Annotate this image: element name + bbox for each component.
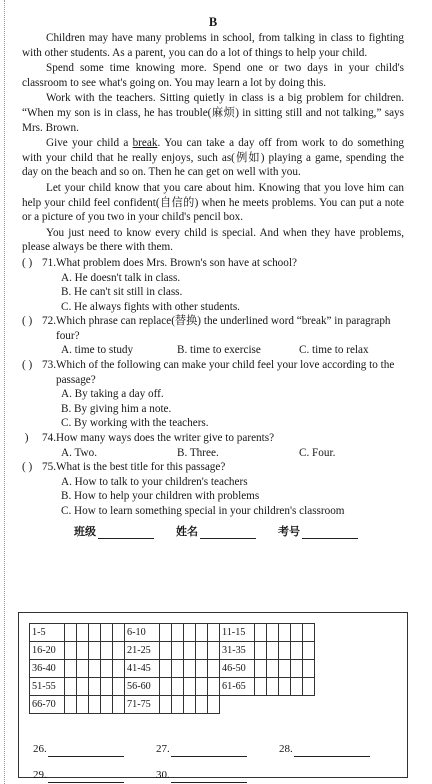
empty-cell xyxy=(267,696,279,714)
answer-grid-row xyxy=(30,678,315,696)
option-c: C. time to relax xyxy=(299,344,369,357)
answer-cell[interactable] xyxy=(279,624,291,642)
answer-cell[interactable] xyxy=(267,642,279,660)
blank-29 xyxy=(33,768,156,783)
answer-cell[interactable] xyxy=(208,696,220,714)
answer-cell[interactable] xyxy=(208,678,220,696)
paragraph-4-rest: . You can take a day off from work to do something with your child that he really enjoys, such as(例如) playing a game, spending the day on the beach and so on. Then he can get on well with you. xyxy=(22,137,405,179)
answer-range-label: 6-10 xyxy=(125,624,160,642)
reading-passage xyxy=(22,31,404,255)
student-info-bar xyxy=(74,525,404,540)
answer-cell[interactable] xyxy=(196,660,208,678)
answer-range-label: 66-70 xyxy=(30,696,65,714)
question-75 xyxy=(22,460,404,518)
answer-grid-row xyxy=(30,642,315,660)
answer-cell[interactable] xyxy=(291,660,303,678)
option-b: B. He can't sit still in class. xyxy=(61,286,183,299)
blank-26 xyxy=(33,742,156,757)
answer-cell[interactable] xyxy=(65,696,77,714)
answer-cell[interactable] xyxy=(291,678,303,696)
blank-line[interactable] xyxy=(48,771,124,783)
option-a: A. He doesn't talk in class. xyxy=(61,271,181,284)
option-a: A. How to talk to your children's teachers xyxy=(61,475,248,488)
option-c: C. By working with the teachers. xyxy=(61,417,209,430)
answer-cell[interactable] xyxy=(77,678,89,696)
question-number: 72. xyxy=(42,315,56,328)
exam-page xyxy=(22,14,404,539)
question-stem: Which of the following can make your child feel your love according to the passage? xyxy=(55,359,395,386)
paragraph-1: Children may have many problems in school, from talking in class to fighting with other students. As a parent, you can do a lot of things to help your child. xyxy=(22,32,404,59)
answer-cell[interactable] xyxy=(184,624,196,642)
empty-cell xyxy=(220,696,255,714)
paragraph-4 xyxy=(22,136,404,180)
answer-range-label: 1-5 xyxy=(30,624,65,642)
answer-cell[interactable] xyxy=(279,678,291,696)
underlined-word-break: break xyxy=(132,137,158,150)
answer-range-label: 11-15 xyxy=(220,624,255,642)
answer-cell[interactable] xyxy=(303,660,315,678)
answer-cell[interactable] xyxy=(267,660,279,678)
option-c: C. How to learn something special in your children's classroom xyxy=(61,505,345,517)
number-field xyxy=(278,525,358,540)
question-73 xyxy=(22,358,404,431)
question-number: 71. xyxy=(42,256,56,269)
answer-range-label: 46-50 xyxy=(220,660,255,678)
answer-cell[interactable] xyxy=(172,642,184,660)
name-field xyxy=(176,525,256,540)
answer-cell[interactable] xyxy=(267,678,279,696)
question-stem: How many ways does the writer give to parents? xyxy=(55,432,275,445)
answer-cell[interactable] xyxy=(196,678,208,696)
option-row xyxy=(22,343,404,358)
answer-cell[interactable] xyxy=(208,660,220,678)
number-input-line[interactable] xyxy=(302,527,358,539)
answer-grid xyxy=(29,623,315,714)
option-c: C. He always fights with other students. xyxy=(61,300,240,313)
answer-bracket[interactable]: ( ) xyxy=(22,359,33,372)
blank-number: 29. xyxy=(33,769,47,782)
answer-cell[interactable] xyxy=(208,624,220,642)
empty-cell xyxy=(279,696,291,714)
empty-cell xyxy=(291,696,303,714)
class-input-line[interactable] xyxy=(98,527,154,539)
class-field xyxy=(74,525,154,540)
answer-cell[interactable] xyxy=(184,642,196,660)
option-c: C. Four. xyxy=(299,446,336,459)
option-a: A. time to study xyxy=(61,344,134,357)
answer-cell[interactable] xyxy=(303,642,315,660)
answer-cell[interactable] xyxy=(291,624,303,642)
option-b: B. Three. xyxy=(177,446,219,459)
answer-cell[interactable] xyxy=(255,642,267,660)
blank-number: 26. xyxy=(33,743,47,756)
answer-cell[interactable] xyxy=(279,660,291,678)
answer-range-label: 56-60 xyxy=(125,678,160,696)
answer-cell[interactable] xyxy=(113,678,125,696)
answer-cell[interactable] xyxy=(113,624,125,642)
question-74 xyxy=(22,431,404,460)
answer-cell[interactable] xyxy=(172,696,184,714)
answer-cell[interactable] xyxy=(267,624,279,642)
answer-cell[interactable] xyxy=(303,624,315,642)
answer-cell[interactable] xyxy=(303,678,315,696)
answer-range-label: 36-40 xyxy=(30,660,65,678)
blank-number: 30. xyxy=(156,769,170,782)
answer-cell[interactable] xyxy=(89,624,101,642)
answer-cell[interactable] xyxy=(89,660,101,678)
answer-range-label: 61-65 xyxy=(220,678,255,696)
option-b: B. By giving him a note. xyxy=(61,402,172,415)
answer-bracket[interactable]: ) xyxy=(22,432,29,445)
answer-cell[interactable] xyxy=(172,678,184,696)
question-stem: What problem does Mrs. Brown's son have at school? xyxy=(55,256,297,269)
section-title: B xyxy=(208,15,218,29)
answer-cell[interactable] xyxy=(101,660,113,678)
question-71 xyxy=(22,256,404,314)
paragraph-5: Let your child know that you care about him. Knowing that you love him can help your child feel confident(自信的) when he meets problems. You can put a note or a picture of you two in your child's pencil box. xyxy=(22,181,404,224)
question-list xyxy=(22,256,404,519)
blank-27 xyxy=(156,742,279,757)
answer-cell[interactable] xyxy=(113,660,125,678)
answer-cell[interactable] xyxy=(101,696,113,714)
blank-line[interactable] xyxy=(48,745,124,757)
answer-cell[interactable] xyxy=(172,624,184,642)
class-label: 班级 xyxy=(74,524,96,538)
name-label: 姓名 xyxy=(176,524,198,538)
answer-range-label: 51-55 xyxy=(30,678,65,696)
answer-cell[interactable] xyxy=(196,642,208,660)
answer-cell[interactable] xyxy=(89,696,101,714)
answer-cell[interactable] xyxy=(77,696,89,714)
answer-cell[interactable] xyxy=(89,678,101,696)
binding-line xyxy=(4,0,5,784)
answer-bracket[interactable]: ( ) xyxy=(22,256,33,269)
answer-range-label: 31-35 xyxy=(220,642,255,660)
answer-cell[interactable] xyxy=(113,642,125,660)
paragraph-2: Spend some time knowing more. Spend one or two days in your child's classroom to see what's going on. You may learn a lot by doing this. xyxy=(22,62,404,89)
answer-cell[interactable] xyxy=(160,642,172,660)
option-a: A. Two. xyxy=(61,446,97,459)
answer-cell[interactable] xyxy=(160,678,172,696)
answer-cell[interactable] xyxy=(65,642,77,660)
answer-cell[interactable] xyxy=(184,696,196,714)
answer-cell[interactable] xyxy=(89,642,101,660)
name-input-line[interactable] xyxy=(200,527,256,539)
option-row xyxy=(22,446,404,461)
answer-cell[interactable] xyxy=(65,624,77,642)
number-label: 考号 xyxy=(278,524,300,538)
answer-cell[interactable] xyxy=(184,678,196,696)
answer-cell[interactable] xyxy=(172,660,184,678)
answer-cell[interactable] xyxy=(65,678,77,696)
blank-28 xyxy=(279,742,402,757)
answer-cell[interactable] xyxy=(196,624,208,642)
blank-line[interactable] xyxy=(171,771,247,783)
question-72 xyxy=(22,314,404,358)
question-stem: What is the best title for this passage? xyxy=(55,461,226,474)
answer-bracket[interactable]: ( ) xyxy=(22,461,33,474)
fill-blank-row xyxy=(33,731,403,757)
answer-sheet xyxy=(18,612,408,782)
answer-cell[interactable] xyxy=(196,696,208,714)
answer-grid-row xyxy=(30,660,315,678)
blank-line[interactable] xyxy=(171,745,247,757)
question-number: 73. xyxy=(42,359,56,372)
answer-cell[interactable] xyxy=(113,696,125,714)
blank-line[interactable] xyxy=(294,745,370,757)
answer-cell[interactable] xyxy=(255,624,267,642)
answer-range-label: 21-25 xyxy=(125,642,160,660)
paragraph-4-start: Give your child a xyxy=(46,137,133,150)
fill-blank-area xyxy=(33,731,403,783)
paragraph-6: You just need to know every child is special. And when they have problems, please always be there with them. xyxy=(22,226,404,254)
answer-cell[interactable] xyxy=(255,678,267,696)
answer-cell[interactable] xyxy=(160,660,172,678)
blank-30 xyxy=(156,768,279,783)
blank-number: 27. xyxy=(156,743,170,756)
answer-cell[interactable] xyxy=(184,660,196,678)
fill-blank-row xyxy=(33,757,403,783)
option-b: B. time to exercise xyxy=(177,344,261,357)
option-a: A. By taking a day off. xyxy=(61,388,164,401)
answer-cell[interactable] xyxy=(160,624,172,642)
answer-cell[interactable] xyxy=(255,660,267,678)
answer-grid-row xyxy=(30,696,315,714)
answer-bracket[interactable]: ( ) xyxy=(22,315,33,328)
answer-cell[interactable] xyxy=(208,642,220,660)
blank-number: 28. xyxy=(279,743,293,756)
answer-range-label: 16-20 xyxy=(30,642,65,660)
answer-cell[interactable] xyxy=(291,642,303,660)
question-stem: Which phrase can replace(替换) the underlined word “break” in paragraph four? xyxy=(55,315,391,342)
answer-range-label: 71-75 xyxy=(125,696,160,714)
answer-cell[interactable] xyxy=(101,624,113,642)
answer-cell[interactable] xyxy=(65,660,77,678)
option-b: B. How to help your children with problems xyxy=(61,490,260,503)
paragraph-3: Work with the teachers. Sitting quietly in class is a big problem for children. “When my son is in class, he has trouble(麻烦) in sitting still and not talking,” says Mrs. Brown. xyxy=(22,92,404,134)
answer-range-label: 41-45 xyxy=(125,660,160,678)
answer-cell[interactable] xyxy=(101,642,113,660)
answer-cell[interactable] xyxy=(279,642,291,660)
empty-cell xyxy=(303,696,315,714)
answer-grid-row xyxy=(30,624,315,642)
answer-cell[interactable] xyxy=(101,678,113,696)
answer-cell[interactable] xyxy=(77,642,89,660)
question-number: 75. xyxy=(42,461,56,474)
answer-cell[interactable] xyxy=(77,660,89,678)
answer-cell[interactable] xyxy=(160,696,172,714)
question-number: 74. xyxy=(42,432,56,445)
answer-cell[interactable] xyxy=(77,624,89,642)
empty-cell xyxy=(255,696,267,714)
